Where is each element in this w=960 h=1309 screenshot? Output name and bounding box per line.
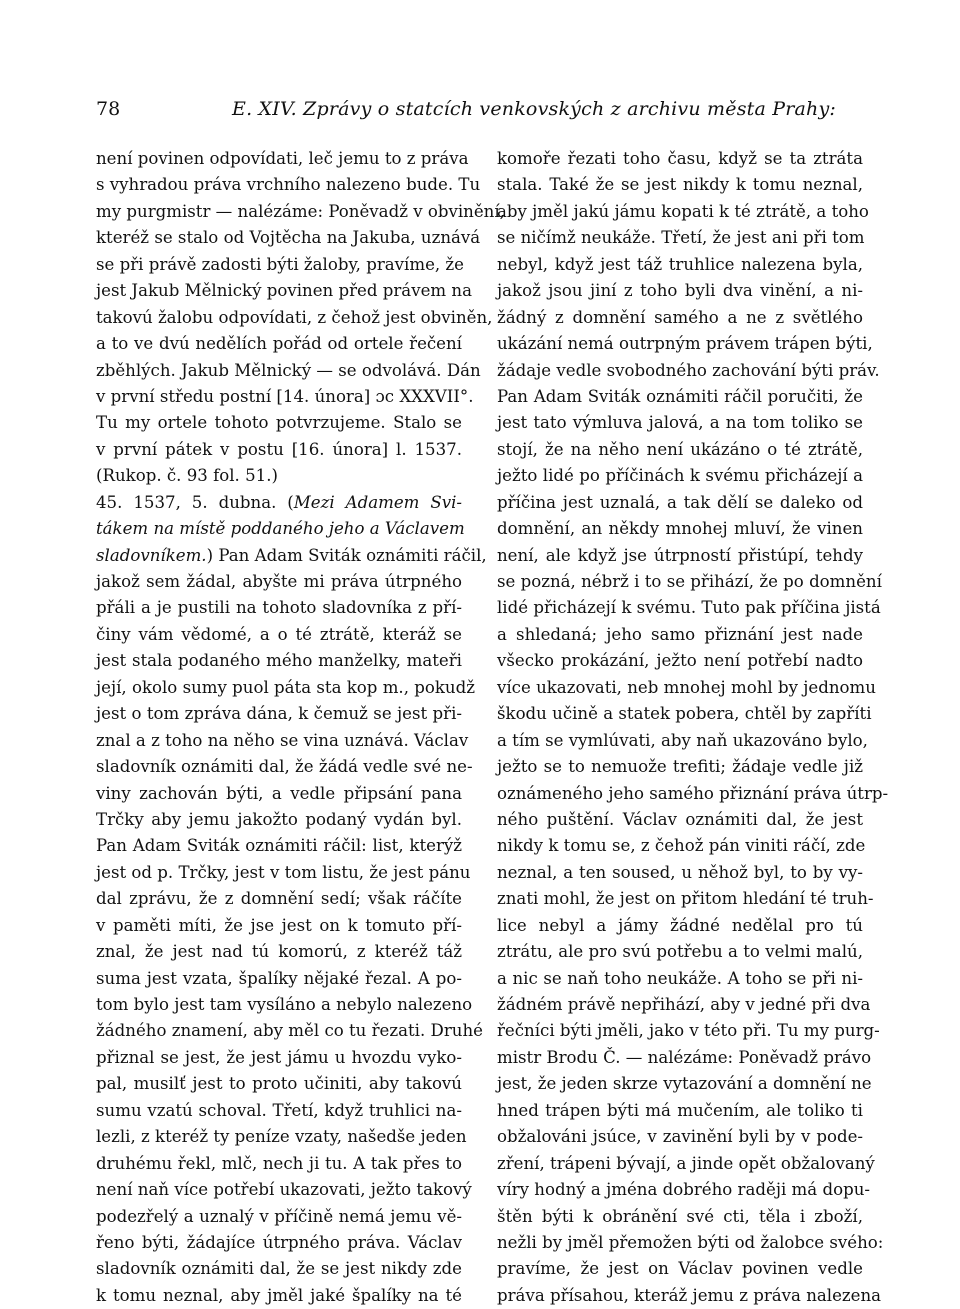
text-line: nebyl, když jest táž truhlice nalezena byla, (497, 254, 863, 274)
text-line: Trčky aby jemu jakožto podaný vydán byl. (96, 809, 462, 829)
text-line: její, okolo sumy puol páta sta kop m., pokudž (96, 677, 475, 697)
text-line: my purgmistr — nalézáme: Poněvadž v obvinění, (96, 201, 505, 221)
text-line: druhému řekl, mlč, nech ji tu. A tak přes to (96, 1153, 462, 1173)
text-line: se pozná, nébrž i to se přihází, že po domnění (497, 572, 882, 591)
text-line: se při právě zadosti býti žaloby, pravíme, že (96, 254, 464, 274)
text-line: jest o tom zpráva dána, k čemuž se jest při- (96, 704, 462, 724)
text-line: jest tato výmluva jalová, a na tom toliko se (497, 413, 863, 433)
text-line: řečníci býti jměli, jako v této při. Tu my purg- (497, 1021, 880, 1041)
text-line: Pan Adam Sviták oznámiti ráčil poručiti, že (497, 386, 863, 406)
text-line: pravíme, že jest on Václav povinen vedle (497, 1259, 863, 1279)
text-line: Tu my ortele tohoto potvrzujeme. Stalo se (96, 413, 462, 433)
text-line: není povinen odpovídati, leč jemu to z práva (96, 149, 469, 168)
page-header (96, 98, 864, 128)
text-line: přáli a je pustili na tohoto sladovníka z pří- (96, 598, 462, 618)
text-line: lidé přicházejí k svému. Tuto pak příčina jistá (497, 598, 881, 618)
text-line: lice nebyl a jámy žádné nedělal pro tú (497, 915, 863, 935)
text-line: stojí, že na něho není ukázáno o té ztrátě, (497, 439, 863, 459)
italic-heading: Mezi Adamem Svi- (293, 492, 463, 512)
text-line: a shledaná; jeho samo přiznání jest nade (497, 624, 863, 644)
text-line: zběhlých. Jakub Mělnický — se odvolává. Dán (96, 360, 481, 380)
text-line: stala. Také že se jest nikdy k tomu neznal, (497, 175, 863, 195)
text-line: jest Jakub Mělnický povinen před právem na (96, 281, 472, 301)
text-line: v paměti míti, že jse jest on k tomuto pří- (96, 915, 462, 935)
text-line: práva přísahou, kteráž jemu z práva nalezena (497, 1285, 882, 1305)
text-line: domnění, an někdy mnohej mluví, že vinen (497, 519, 863, 539)
text-line: ztrátu, ale pro svú potřebu a to velmi malú, (497, 942, 863, 962)
text-line: neznal, a ten soused, u něhož byl, to by vy- (497, 862, 863, 882)
text-line: sladovník oznámiti dal, že se jest nikdy zde (96, 1259, 462, 1279)
text-line: štěn býti k obránění své cti, těla i zboží, (497, 1206, 863, 1226)
text-line: a tím se vymlúvati, aby naň ukazováno bylo, (497, 730, 868, 750)
text-line: není, ale když jse útrpností přistúpí, tehdy (497, 545, 863, 565)
text-line: mistr Brodu Č. — nalézáme: Poněvadž právo (497, 1047, 872, 1067)
text-line: zření, trápeni bývají, a jinde opět obžalovaný (497, 1153, 875, 1173)
text-line: nikdy k tomu se, z čehož pán viniti ráčí, zde (497, 836, 866, 856)
text-line: více ukazovati, neb mnohej mohl by jednomu (497, 677, 876, 697)
text-line: se ničímž neukáže. Třetí, že jest ani při tom (497, 228, 865, 248)
text-line: viny zachován býti, a vedle připsání pana (96, 783, 462, 803)
text-line: přiznal se jest, že jest jámu u hvozdu vyko- (96, 1047, 462, 1067)
text-line: tom bylo jest tam vysíláno a nebylo nalezeno (96, 995, 473, 1014)
text-line: jest stala podaného mého manželky, mateři (96, 651, 462, 671)
text-line: takovú žalobu odpovídati, z čehož jest obviněn, (96, 307, 493, 327)
text-line: sladovník oznámiti dal, že žádá vedle své ne- (96, 757, 473, 777)
running-title: E. XIV. Zprávy o statcích venkovských z archivu města Prahy: (232, 98, 837, 120)
text-line: obžalováni jsúce, v zavinění byli by v pode- (497, 1127, 863, 1147)
text-line: dal zprávu, že z domnění sedí; však ráčíte (96, 889, 462, 909)
text-line: s vyhradou práva vrchního nalezeno bude. Tu (96, 175, 481, 195)
text-line: sladovníkem.) Pan Adam Sviták oznámiti ráčil, (96, 545, 487, 565)
text-line: není naň více potřebí ukazovati, ježto takový (96, 1180, 472, 1200)
text-line: kteréž se stalo od Vojtěcha na Jakuba, uznává (96, 228, 481, 248)
text-line: a to ve dvú nedělích pořád od ortele řečení (96, 334, 462, 354)
text-line: jest, že jeden skrze vytazování a domnění ne (497, 1074, 872, 1094)
text-line: řeno býti, žádajíce útrpného práva. Václav (96, 1232, 462, 1252)
text-line: Pan Adam Sviták oznámiti ráčil: list, kterýž (96, 836, 462, 856)
text-line: hned trápen býti má mučením, ale toliko ti (497, 1100, 863, 1120)
text-line: jest od p. Trčky, jest v tom listu, že jest pánu (96, 862, 471, 882)
text-line: ježto se to nemuože trefiti; žádaje vedle již (497, 757, 863, 777)
text-line: příčina jest uznalá, a tak dělí se daleko od (497, 492, 863, 512)
text-line: všecko prokázání, ježto není potřebí nadto (497, 651, 863, 671)
text-line: škodu učině a statek pobera, chtěl by zapříti (497, 704, 872, 724)
text-line: tákem na místě poddaného jeho a Václavem (96, 519, 465, 539)
text-line: nežli by jměl přemožen býti od žalobce svého: (497, 1232, 884, 1252)
text-line: sumu vzatú schoval. Třetí, když truhlici na- (96, 1100, 462, 1120)
text-line: v první pátek v postu [16. února] l. 1537. (96, 439, 462, 459)
text-line: žádného znamení, aby měl co tu řezati. Druhé (96, 1021, 483, 1041)
text-line: znal, že jest nad tú komorú, z kteréž táž (96, 942, 462, 962)
text-line: ježto lidé po příčinách k svému přicházejí a (497, 466, 863, 486)
text-line: žádném právě nepřihází, aby v jedné při dva (497, 995, 871, 1014)
text-line: znal a z toho na něho se vina uznává. Václav (96, 730, 469, 750)
text-line: pal, musilť jest to proto učiniti, aby takovú (96, 1074, 462, 1094)
text-line: činy vám vědomé, a o té ztrátě, kteráž se (96, 624, 462, 644)
page-number: 78 (96, 98, 121, 120)
italic-heading: sladovníkem. (96, 545, 207, 565)
text-line: ukázání nemá outrpným právem trápen býti, (497, 334, 873, 354)
text-line: a nic se naň toho neukáže. A toho se při ni- (497, 968, 863, 988)
text-line: ného puštění. Václav oznámiti dal, že jest (497, 809, 863, 829)
left-text-column (96, 146, 505, 1309)
text-line: k tomu neznal, aby jměl jaké špalíky na té (96, 1285, 462, 1305)
text-line: žádný z domnění samého a ne z světlého (497, 307, 863, 327)
text-line: v první středu postní [14. února] ɔc XXXVII°. (96, 386, 474, 406)
text-line: jakož jsou jiní z toho byli dva vinění, a ni- (497, 281, 863, 301)
text-line: podezřelý a uznalý v příčině nemá jemu vě- (96, 1206, 462, 1226)
text-line: 45. 1537, 5. dubna. (Mezi Adamem Svi- (96, 492, 463, 512)
text-line: suma jest vzata, špalíky nějaké řezal. A po- (96, 968, 462, 988)
text-line: aby jměl jakú jámu kopati k té ztrátě, a toho (497, 201, 869, 221)
text-line: (Rukop. č. 93 fol. 51.) (96, 466, 278, 486)
text-line: komoře řezati toho času, když se ta ztráta (497, 149, 863, 168)
text-line: jakož sem žádal, abyšte mi práva útrpného (96, 572, 462, 591)
text-line: žádaje vedle svobodného zachování býti práv. (497, 360, 880, 380)
text-line: lezli, z kteréž ty peníze vzaty, našedše jeden (96, 1127, 467, 1147)
text-line: oznámeného jeho samého přiznání práva útrp- (497, 783, 889, 803)
right-text-column (497, 146, 889, 1309)
text-line: víry hodný a jména dobrého raději má dopu- (497, 1180, 870, 1200)
text-line: znati mohl, že jest on přitom hledání té truh- (497, 889, 874, 909)
